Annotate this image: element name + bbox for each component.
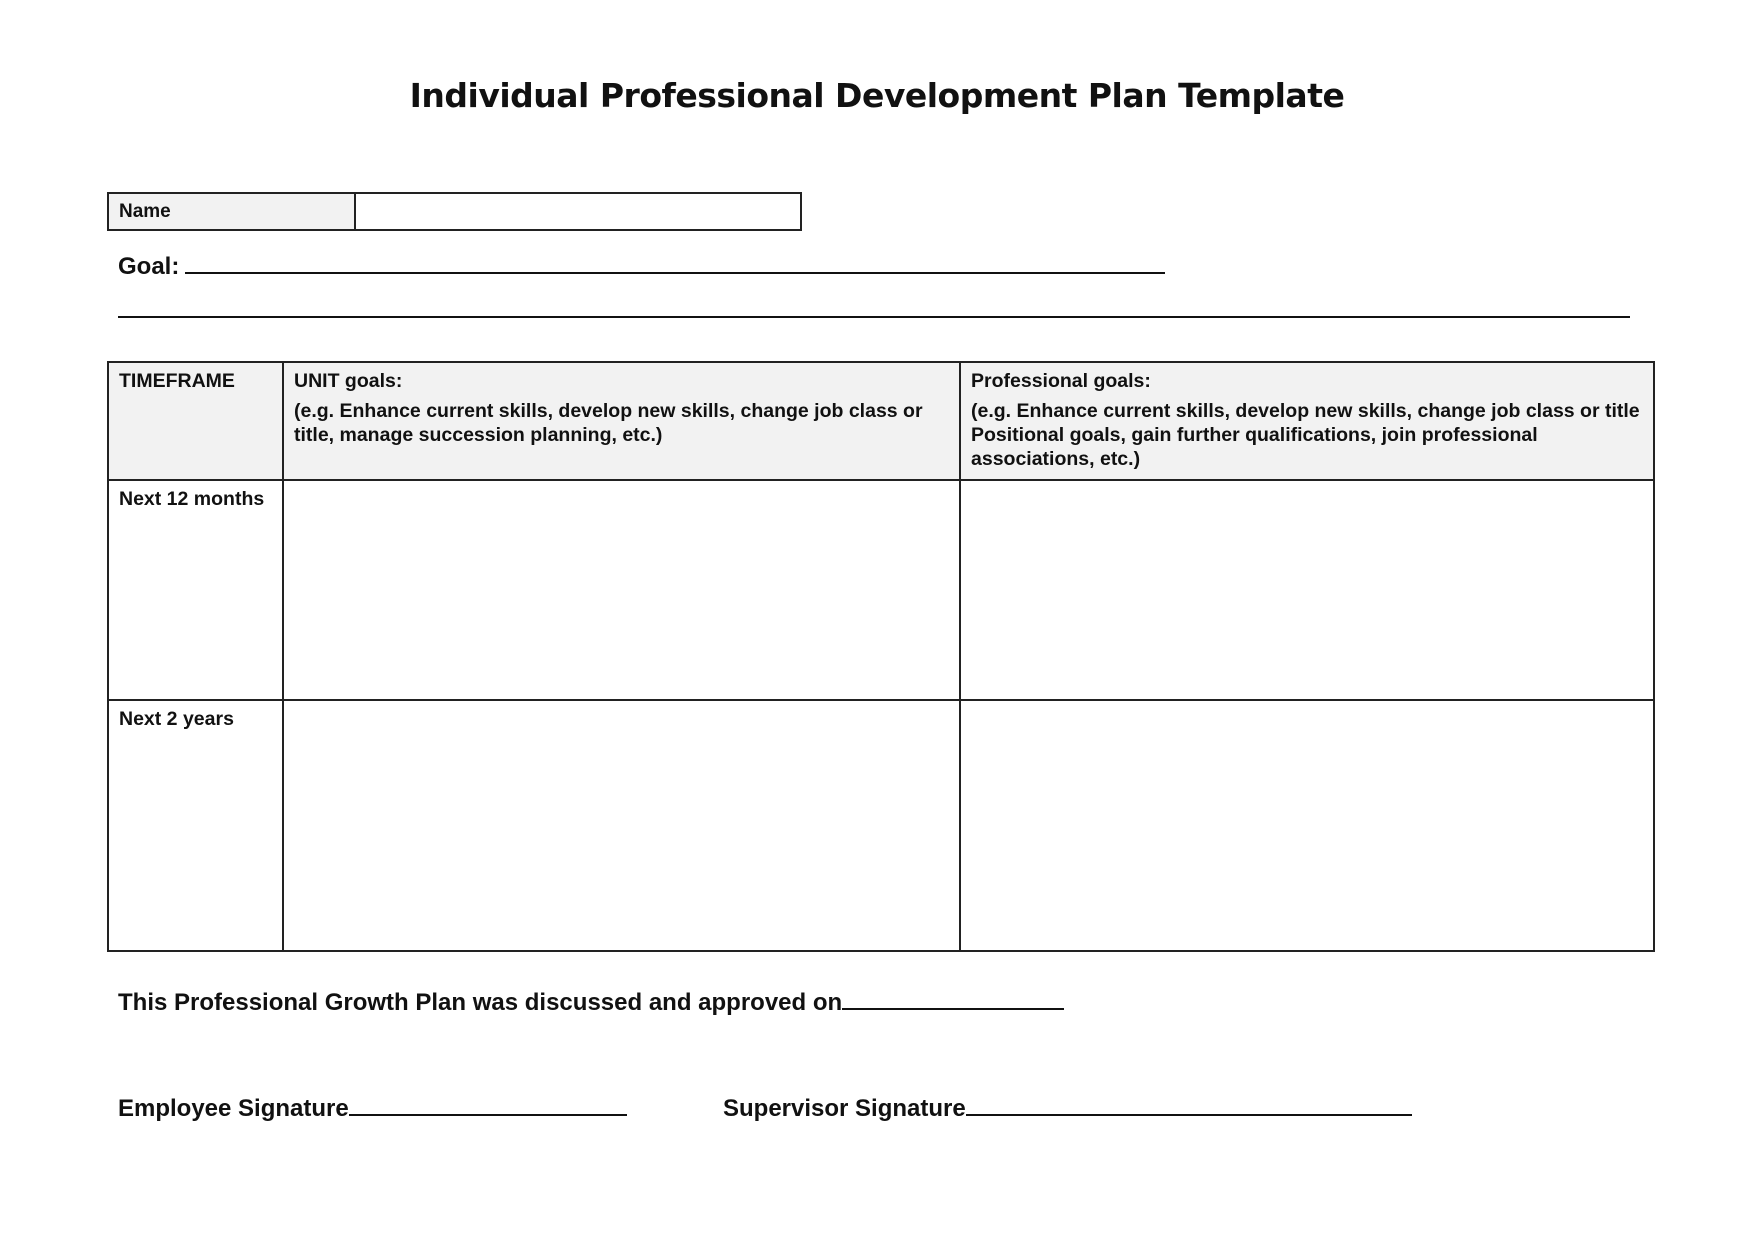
professional-goals-cell[interactable] xyxy=(960,480,1654,700)
supervisor-signature-line xyxy=(723,1094,1412,1123)
unit-goals-hint: (e.g. Enhance current skills, develop new skills, change job class or title, manage succession planning, etc.) xyxy=(294,400,923,446)
name-input-cell[interactable] xyxy=(355,193,801,230)
timeframe-cell: Next 2 years xyxy=(108,700,283,951)
table-row xyxy=(108,700,1654,951)
unit-goals-cell[interactable] xyxy=(283,480,960,700)
goal-input-line-2[interactable] xyxy=(118,316,1630,318)
employee-signature-input[interactable] xyxy=(349,1094,627,1116)
professional-goals-title: Professional goals: xyxy=(971,370,1151,392)
goal-label: Goal: xyxy=(118,253,180,280)
professional-goals-header xyxy=(960,362,1654,480)
goal-line xyxy=(118,253,1165,281)
professional-goals-hint: (e.g. Enhance current skills, develop new skills, change job class or title Positional goals, gain further qualifications, join professional associations, etc.) xyxy=(971,400,1640,470)
table-row xyxy=(108,480,1654,700)
unit-goals-cell[interactable] xyxy=(283,700,960,951)
employee-signature-label: Employee Signature xyxy=(118,1095,349,1122)
page-title: Individual Professional Development Plan Template xyxy=(409,76,1345,115)
name-table xyxy=(107,192,802,231)
goal-input-line[interactable] xyxy=(185,270,1165,274)
plan-table xyxy=(107,361,1655,952)
timeframe-header: TIMEFRAME xyxy=(108,362,283,480)
name-label: Name xyxy=(108,193,355,230)
approval-date-input[interactable] xyxy=(842,988,1064,1010)
professional-goals-cell[interactable] xyxy=(960,700,1654,951)
supervisor-signature-input[interactable] xyxy=(966,1094,1412,1116)
supervisor-signature-label: Supervisor Signature xyxy=(723,1095,966,1122)
approval-line xyxy=(118,988,1064,1017)
unit-goals-title: UNIT goals: xyxy=(294,370,403,392)
employee-signature-line xyxy=(118,1094,627,1123)
plan-table-header-row xyxy=(108,362,1654,480)
unit-goals-header xyxy=(283,362,960,480)
approval-text: This Professional Growth Plan was discussed and approved on xyxy=(118,989,843,1016)
timeframe-cell: Next 12 months xyxy=(108,480,283,700)
